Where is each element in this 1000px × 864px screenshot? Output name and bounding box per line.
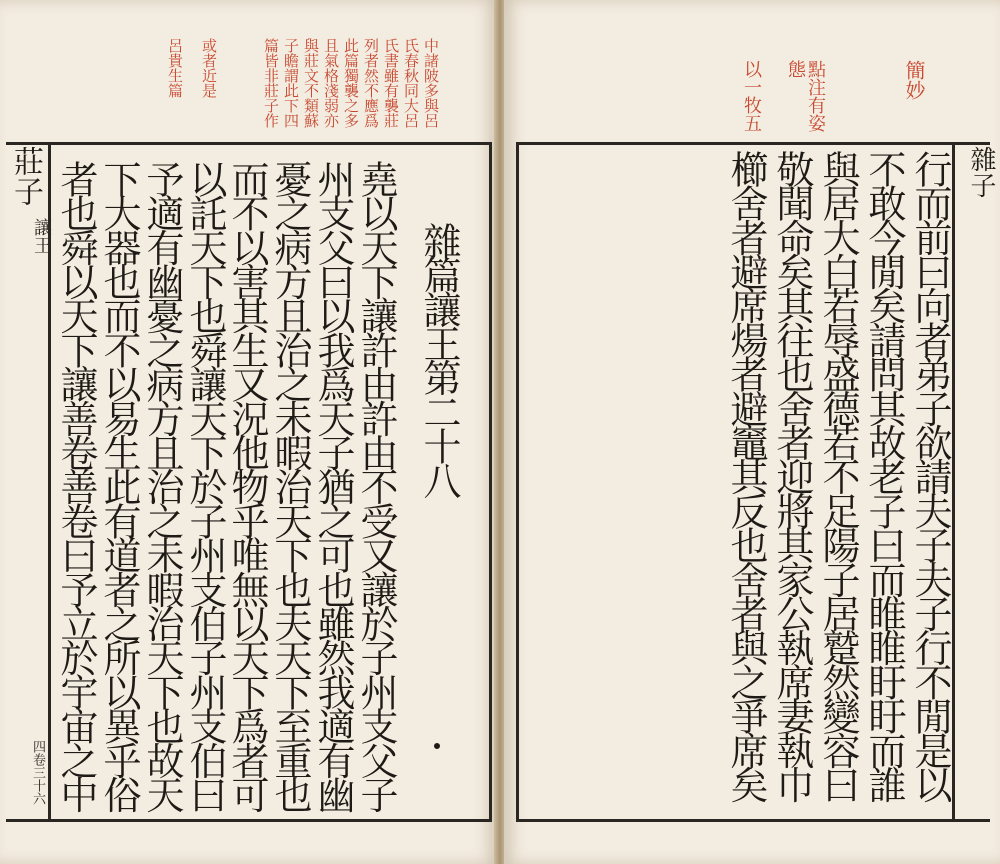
- head-note-6: 且氣格淺弱亦: [322, 38, 340, 128]
- right-head-note-2: 態: [785, 60, 806, 78]
- head-note-3: 氏書雖有襲莊: [382, 38, 400, 128]
- text-column-4: 而不以害其生又況他物乎唯無以天下爲者可: [225, 160, 269, 810]
- right-text-column-1: 行而前曰向者弟子欲請夫子夫子行不閒是以: [908, 150, 952, 800]
- spine-sub-label: 讓王: [31, 218, 52, 254]
- text-column-6: 予適有幽憂之病方且治之未暇治天下也故天: [140, 160, 184, 810]
- text-column-5: 以託天下也舜讓天下於子州支伯子州支伯曰: [183, 160, 227, 810]
- right-spine-rule: [952, 142, 955, 822]
- right-text-column-4: 敬聞命矣其往也舍者迎將其家公執席妻執巾: [770, 150, 814, 800]
- text-column-2: 州支父曰以我爲天子猶之可也雖然我適有幽: [311, 160, 355, 810]
- head-note-10: 或者近是: [200, 38, 218, 98]
- right-head-note-1: 點注有姿: [805, 60, 826, 132]
- text-column-1: 堯以天下讓許由許由不受又讓於子州支父子: [354, 160, 398, 810]
- margin-comment: 簡妙: [902, 60, 926, 100]
- chapter-title: 雜篇讓王第二十八: [417, 222, 461, 496]
- text-column-3: 憂之病方且治之未暇治天下也夫天下至重也: [268, 160, 312, 810]
- spine-label: 莊子: [8, 146, 43, 206]
- head-note-7: 與莊文不類蘇: [302, 38, 320, 128]
- right-head-note-3: 以一牧五: [741, 60, 762, 132]
- head-note-4: 列者然不應爲: [362, 38, 380, 128]
- right-spine-fragment: 雜子: [966, 146, 996, 198]
- head-note-5: 此篇獨襲之多: [342, 38, 360, 128]
- head-note-11: 呂貴生篇: [166, 38, 184, 98]
- text-column-8: 者也舜以天下讓善卷善卷曰予立於宇宙之中: [54, 160, 98, 810]
- right-text-column-3: 與居大白若辱盛德若不足陽子居蹵然變容曰: [816, 150, 860, 800]
- folio-number: 四卷三十六: [30, 740, 45, 805]
- head-note-9: 篇皆非莊子作: [262, 38, 280, 128]
- text-column-7: 下大器也而不以易生此有道者之所以異乎俗: [97, 160, 141, 810]
- title-dot: [434, 743, 440, 749]
- right-text-column-5: 櫛舍者避席煬者避竈其反也舍者與之爭席矣: [724, 150, 768, 800]
- right-text-column-2: 不敢今閒矣請問其故老子曰而睢睢盱盱而誰: [862, 150, 906, 800]
- head-note-2: 氏春秋同大呂: [402, 38, 420, 128]
- head-note-1: 中諸陂多與呂: [422, 38, 440, 128]
- head-note-8: 子瞻謂此下四: [282, 38, 300, 128]
